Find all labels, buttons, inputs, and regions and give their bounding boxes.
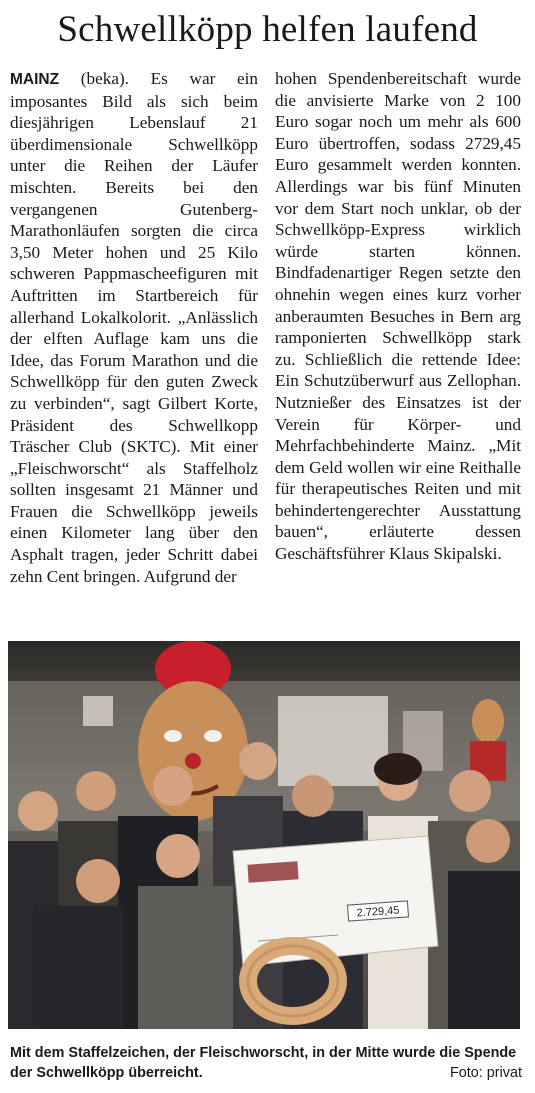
group-photo xyxy=(8,641,520,1029)
check-amount: 2.729,45 xyxy=(356,904,400,920)
article-text-right: hohen Spendenbereitschaft wurde die anvisierte Marke von 2 100 Euro sogar noch um mehr als 600 Euro übertroffen, sodass 2729,45 Euro gesammelt werden konnten. Allerdings war bis fünf Minuten vor dem Start noch unklar, ob der Schwellköpp-Express wirklich würde starten können. Bindfadenartiger Regen setzte den ohnehin wegen eines kurz vorher anberaumten Besuches in Bern arg ramponierten Schwellköpp stark zu. Schließlich die rettende Idee: Ein Schutzüberwurf aus Zellophan. Nutznießer des Einsatzes ist der Verein für Körper- und Mehrfachbehinderte Mainz. „Mit dem Geld wollen wir eine Reithalle für therapeutisches Reiten und mit behindertengerechter Ausstattung bauen“, erläuterte dessen Geschäftsführer Klaus Skipalski. xyxy=(275,69,521,564)
photo-illustration xyxy=(8,641,520,1029)
caption-text: Mit dem Staffelzeichen, der Fleischworscht, in der Mitte wurde die Spende der Schwellköpp überreicht. xyxy=(10,1045,517,1081)
photo-credit: Foto: privat xyxy=(450,1065,522,1081)
wall-poster xyxy=(278,696,388,786)
article-paragraph-left xyxy=(10,68,258,587)
article-text-left: (beka). Es war ein imposantes Bild als sich beim diesjährigen Lebenslauf 21 überdimensionale Schwellköpp unter die Reihen der Läufer mischten. Bereits bei den vergangenen Gutenberg-Marathonläufen sorgten die circa 3,50 Meter hohen und 25 Kilo schweren Pappmascheefiguren mit Auftritten im Startbereich für allerhand Lokalkolorit. „Anlässlich der elften Auflage kam uns die Idee, das Forum Marathon und die Schwellköpp für den guten Zweck zu verbinden“, sagt Gilbert Korte, Präsident des Schwellkopp Träscher Club (SKTC). Mit einer „Fleischworscht“ als Staffelholz sollten insgesamt 21 Männer und Frauen die Schwellköpp jeweils einen Kilometer lang über den Asphalt tragen, jeder Schritt dabei zehn Cent bringen. Aufgrund der xyxy=(10,69,258,586)
article-column-left xyxy=(10,68,258,587)
photo-caption xyxy=(10,1043,522,1083)
article-headline: Schwellköpp helfen laufend xyxy=(57,9,478,50)
article-column-right xyxy=(275,68,521,565)
dateline: MAINZ xyxy=(10,71,60,88)
